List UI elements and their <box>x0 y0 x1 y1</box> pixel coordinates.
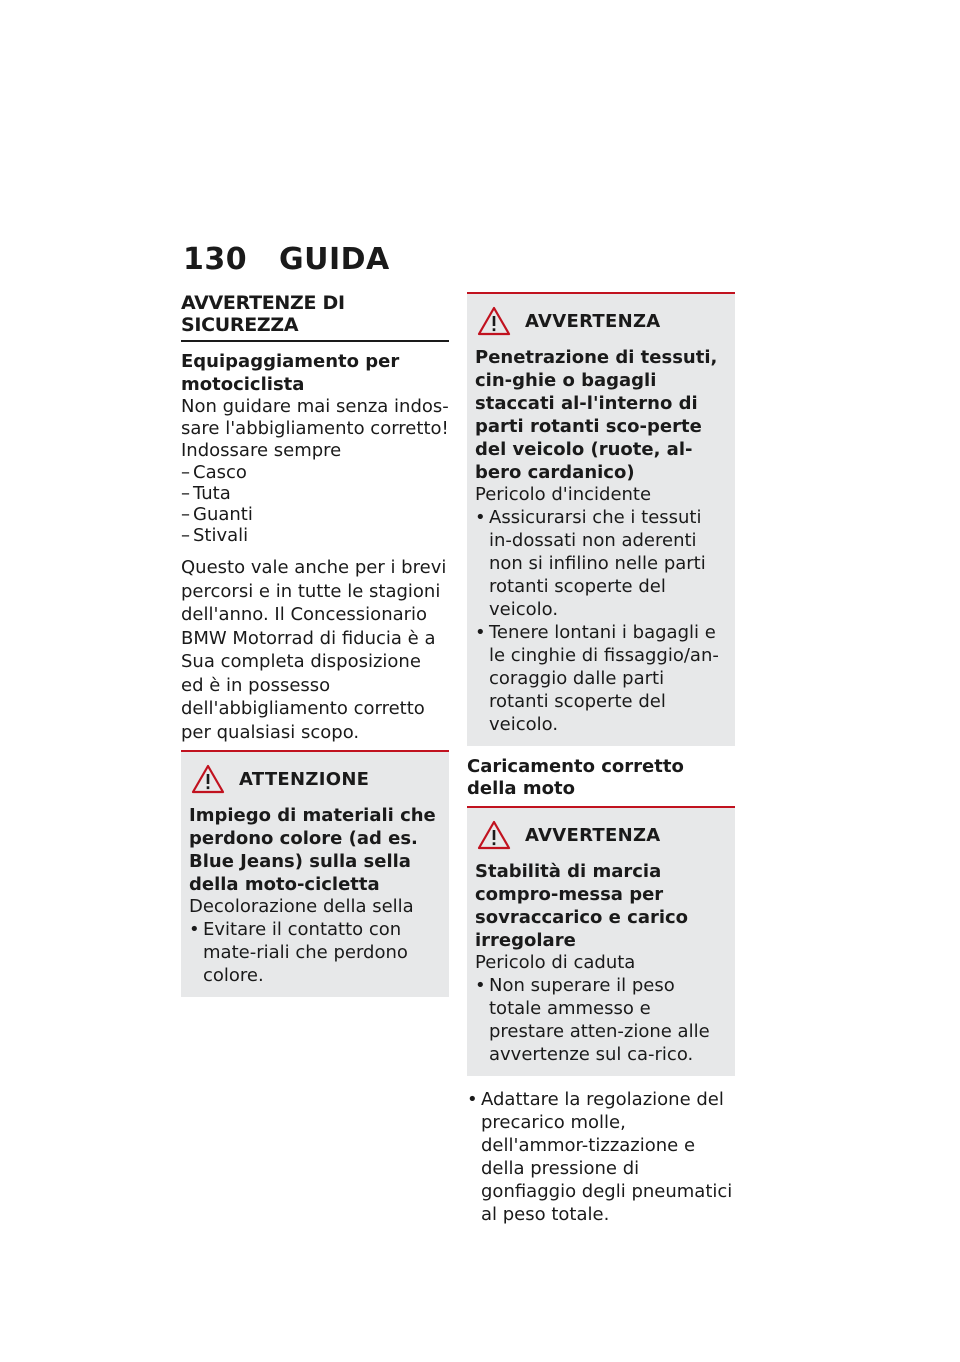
notice-title: Impiego di materiali che perdono colore (ad es. Blue Jeans) sulla sella della moto-cicletta <box>189 805 436 895</box>
gear-list <box>181 462 449 546</box>
notice-bullet: • Evitare il contatto con mate-riali che perdono colore. <box>189 918 441 987</box>
section-title: Caricamento corretto della moto <box>467 756 735 808</box>
left-column <box>181 292 449 997</box>
notice-label: ATTENZIONE <box>239 768 370 790</box>
right-column <box>467 292 735 1226</box>
warning-consequence: Pericolo d'incidente <box>475 484 652 505</box>
section-title: AVVERTENZE DI SICUREZZA <box>181 292 449 342</box>
notice-consequence: Decolorazione della sella <box>189 896 414 917</box>
warning-label: AVVERTENZA <box>525 824 661 846</box>
warning-triangle-icon <box>477 306 511 336</box>
warning-triangle-icon <box>477 820 511 850</box>
list-item: – Stivali <box>181 525 449 546</box>
warning-bullet: • Non superare il peso totale ammesso e prestare atten-zione alle avvertenze sul ca-rico. <box>475 974 727 1066</box>
subsection-title: Equipaggiamento per motociclista <box>181 351 400 395</box>
warning-triangle-icon <box>191 764 225 794</box>
chapter-title: GUIDA <box>279 242 390 277</box>
instruction-bullet: • Adattare la regolazione del precarico molle, dell'ammor-tizzazione e della pressione di gonfiaggio degli pneumatici al peso totale. <box>467 1088 735 1226</box>
list-item: – Tuta <box>181 483 449 504</box>
list-item: – Guanti <box>181 504 449 525</box>
info-paragraph: Questo vale anche per i brevi percorsi e in tutte le stagioni dell'anno. Il Concessionario BMW Motorrad di fiducia è a Sua completa disposizione ed è in possesso dell'abbigliamento corretto per qualsiasi scopo. <box>181 556 449 752</box>
warning-label: AVVERTENZA <box>525 310 661 332</box>
warning-bullet: • Assicurarsi che i tessuti in-dossati non aderenti non si infilino nelle parti rotanti scoperte del veicolo. <box>475 506 727 621</box>
attention-box <box>181 752 449 997</box>
list-item: – Casco <box>181 462 449 483</box>
page-header <box>183 242 390 277</box>
warning-box <box>467 808 735 1076</box>
warning-title: Stabilità di marcia compro-messa per sovraccarico e carico irregolare <box>475 861 689 951</box>
page-number: 130 <box>183 242 248 277</box>
always-label: Indossare sempre <box>181 440 342 461</box>
warning-consequence: Pericolo di caduta <box>475 952 636 973</box>
warning-box <box>467 292 735 746</box>
warning-bullet: • Tenere lontani i bagagli e le cinghie di fissaggio/an-coraggio dalle parti rotanti scoperte del veicolo. <box>475 621 727 736</box>
warning-title: Penetrazione di tessuti, cin-ghie o bagagli staccati al-l'interno di parti rotanti sco-perte del veicolo (ruote, al-bero cardanico) <box>475 347 718 483</box>
intro-text: Non guidare mai senza indos-sare l'abbigliamento corretto! <box>181 396 449 439</box>
